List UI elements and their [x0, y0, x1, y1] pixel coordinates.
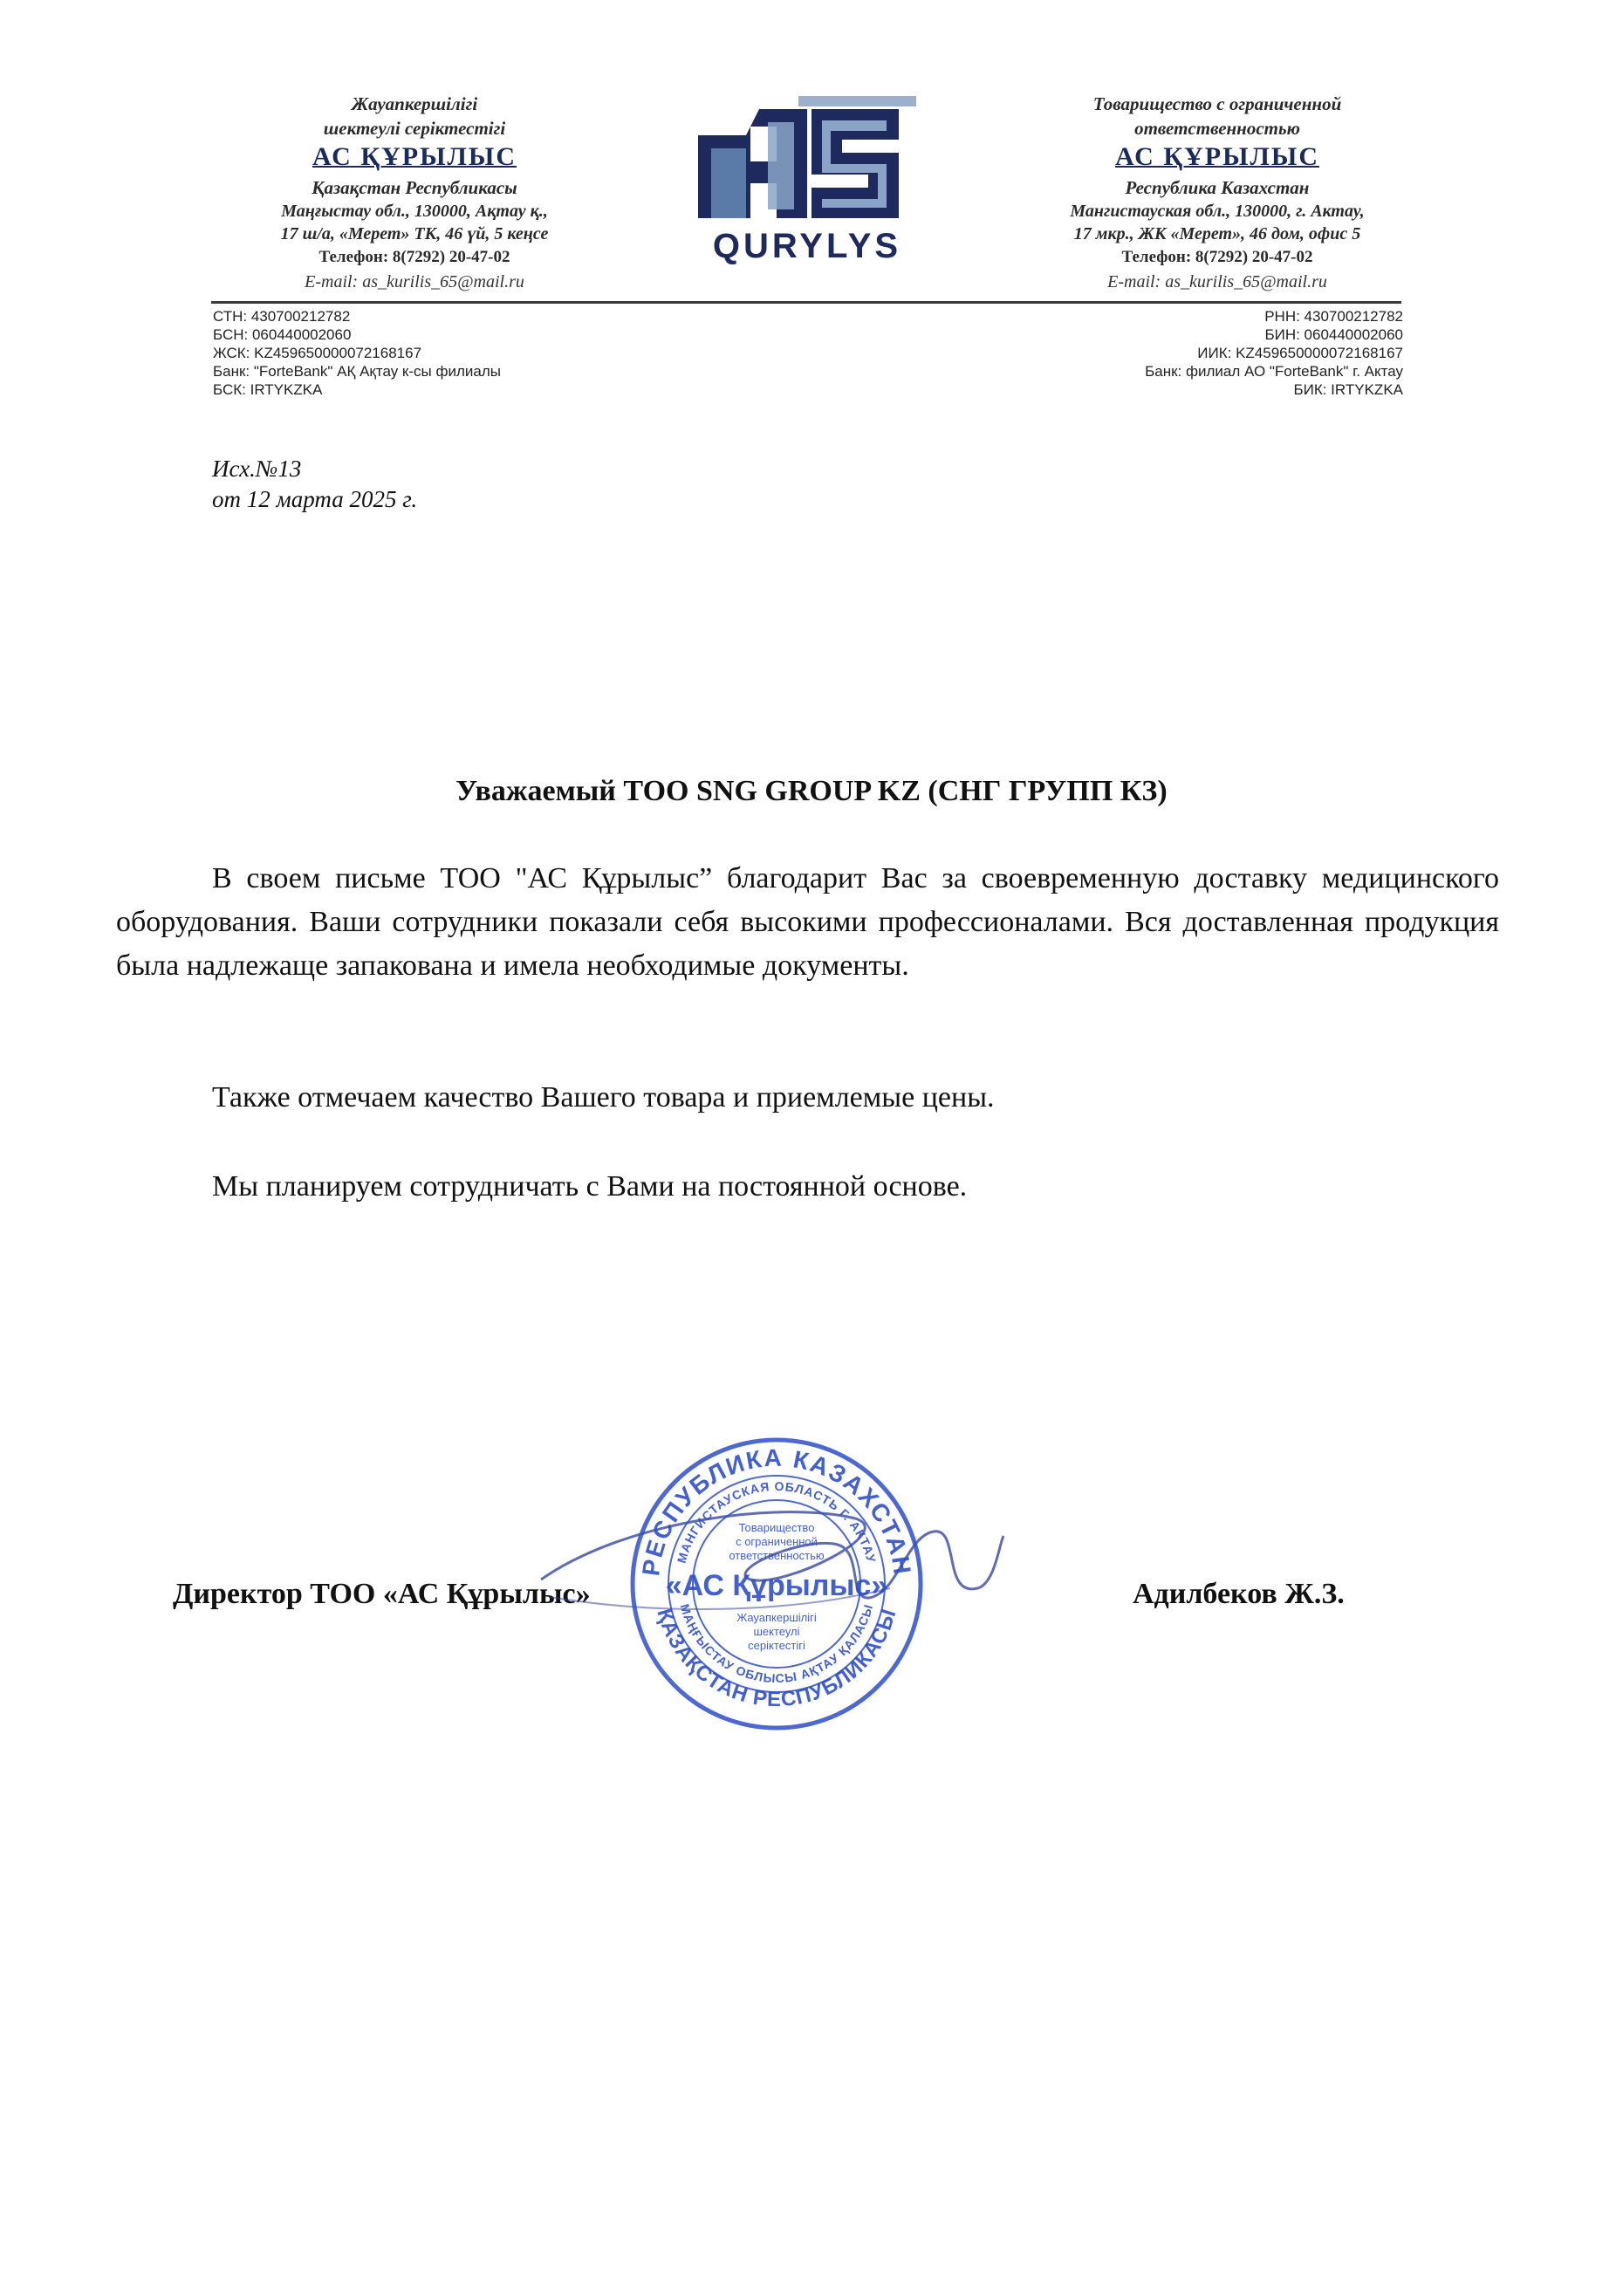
left-company-name: АС ҚҰРЫЛЫС — [312, 142, 517, 171]
left-type-line2: шектеулі серіктестігі — [323, 118, 506, 139]
paragraph-quality: Также отмечаем качество Вашего товара и приемлемые цены. — [212, 1081, 995, 1114]
reg-right-line: РНН: 430700212782 — [1264, 308, 1403, 325]
left-phone: Телефон: 8(7292) 20-47-02 — [318, 248, 510, 266]
outgoing-date: от 12 марта 2025 г. — [212, 486, 418, 512]
left-type-line1: Жауапкершілігі — [351, 93, 478, 114]
stamp-center-line: Жауапкершілігі — [736, 1611, 817, 1624]
stamp-outer-bottom: ҚАЗАҚСТАН РЕСПУБЛИКАСЫ — [652, 1605, 901, 1712]
left-email: E-mail: as_kurilis_65@mail.ru — [305, 272, 524, 291]
reg-left-line: БСН: 060440002060 — [213, 326, 352, 343]
reg-left-line: СТН: 430700212782 — [213, 308, 351, 325]
registration-left — [213, 307, 501, 399]
stamp-center-name: «АС Құрылыс» — [665, 1569, 888, 1602]
official-stamp — [624, 1431, 929, 1737]
outgoing-reference — [212, 454, 417, 515]
reg-left-line: Банк: "ForteBank" АҚ Ақтау к-сы филиалы — [213, 363, 501, 380]
reg-left-line: ЖСК: KZ459650000072168167 — [213, 345, 422, 361]
signatory-title: Директор ТОО «АС Құрылыс» — [173, 1578, 591, 1610]
reg-right-line: ИИК: KZ459650000072168167 — [1197, 345, 1403, 361]
paragraph-gratitude: В своем письме ТОО "АС Құрылыс” благодарит Вас за своевременную доставку медицинского оборудования. Ваши сотрудники показали себя высокими профессионалами. Вся доставленная продукция была надлежаще запакована и имела необходимые документы. — [116, 862, 1499, 982]
left-country: Қазақстан Республикасы — [312, 177, 517, 198]
right-address-line1: Мангистауская обл., 130000, г. Актау, — [1070, 202, 1365, 221]
stamp-inner-top: МАНГИСТАУСКАЯ ОБЛАСТЬ Г. АКТАУ — [674, 1478, 880, 1565]
stamp-outer-top: РЕСПУБЛИКА КАЗАХСТАН — [637, 1443, 916, 1578]
letterhead-right — [990, 92, 1444, 294]
letterhead-left — [188, 92, 641, 294]
salutation: Уважаемый ТОО SNG GROUP KZ (СНГ ГРУПП КЗ) — [455, 775, 1168, 807]
outgoing-number: Исх.№13 — [212, 456, 302, 482]
stamp-center-line: шектеулі — [753, 1625, 800, 1638]
logo-mark-icon — [698, 96, 916, 218]
left-address-line2: 17 ш/а, «Мерет» ТК, 46 үй, 5 кеңсе — [280, 224, 549, 243]
left-address-line1: Маңғыстау обл., 130000, Ақтау қ., — [281, 202, 548, 221]
right-address-line2: 17 мкр., ЖК «Мерет», 46 дом, офис 5 — [1073, 224, 1361, 243]
reg-right-line: Банк: филиал АО "ForteBank" г. Актау — [1145, 363, 1403, 380]
qurylys-logo — [663, 87, 951, 271]
stamp-center-line: Товарищество — [738, 1521, 815, 1534]
reg-right-line: БИН: 060440002060 — [1264, 326, 1403, 343]
right-company-name: АС ҚҰРЫЛЫС — [1114, 142, 1319, 171]
stamp-center-line: ответственностью — [729, 1549, 825, 1562]
paragraph-cooperation: Мы планируем сотрудничать с Вами на постоянной основе. — [212, 1170, 968, 1203]
signatory-name: Адилбеков Ж.З. — [1133, 1578, 1345, 1610]
stamp-center-line: с ограниченной — [736, 1535, 818, 1548]
stamp-inner-bottom: МАҢҒЫСТАУ ОБЛЫСЫ АҚТАУ ҚАЛАСЫ — [677, 1602, 876, 1686]
right-country: Республика Казахстан — [1125, 177, 1310, 198]
reg-left-line: БСК: IRTYKZKA — [213, 381, 323, 398]
logo-wordmark: QURYLYS — [712, 227, 902, 265]
right-type-line2: ответственностью — [1134, 118, 1300, 139]
registration-right — [960, 307, 1403, 399]
right-email: E-mail: as_kurilis_65@mail.ru — [1107, 272, 1327, 291]
right-type-line1: Товарищество с ограниченной — [1092, 93, 1342, 114]
stamp-center-line: серіктестігі — [748, 1639, 805, 1652]
letterhead-divider — [211, 301, 1401, 304]
reg-right-line: БИК: IRTYKZKA — [1293, 381, 1403, 398]
right-phone: Телефон: 8(7292) 20-47-02 — [1121, 248, 1313, 266]
